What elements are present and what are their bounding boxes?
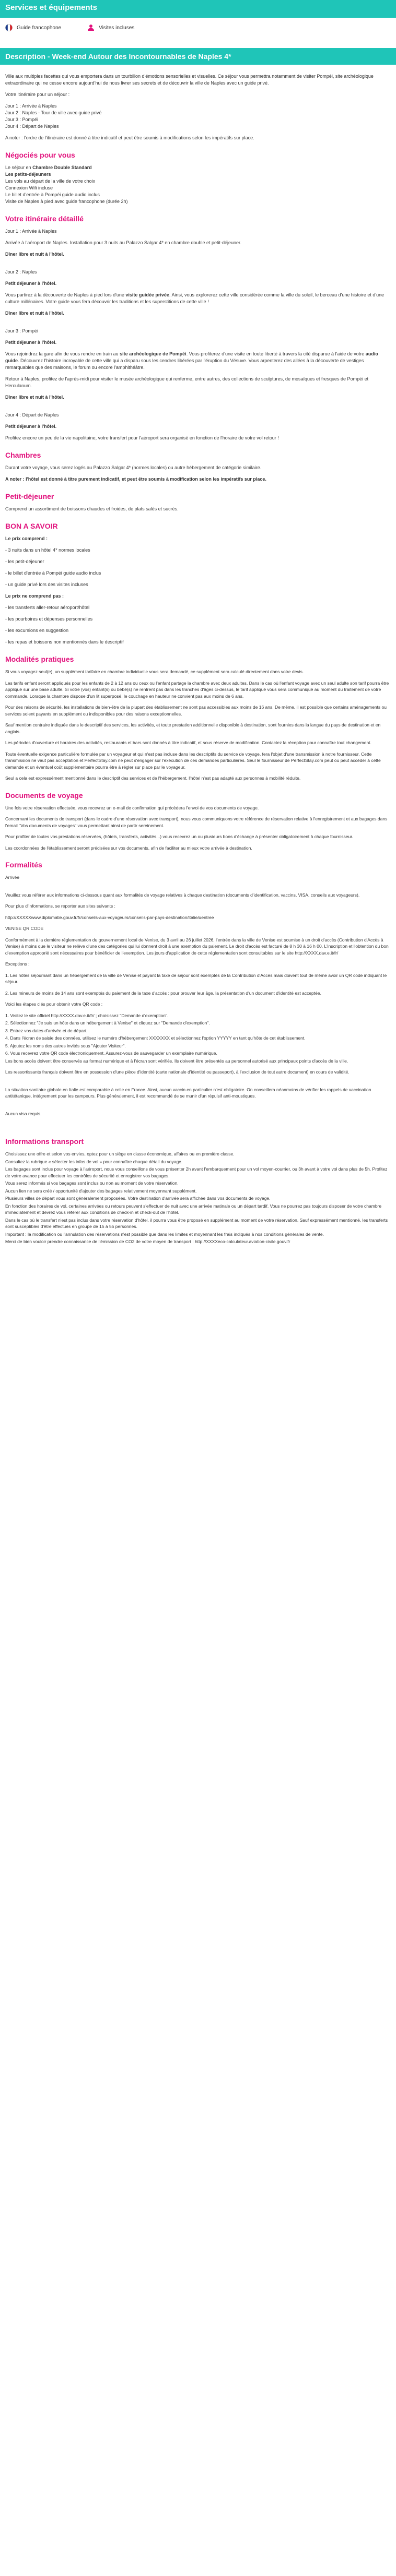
- excluded-item: - les excursions en suggestion: [5, 628, 69, 633]
- formalites-paragraph: Les ressortissants français doivent être en possession d'une pièce d'identité (carte nationale d'identité ou passeport), à l'exclusion de tout autre document) en cours de validité.: [5, 1069, 350, 1075]
- formalites-paragraph: Exceptions :: [5, 961, 30, 967]
- day4-title: Jour 4 : Départ de Naples: [5, 412, 59, 418]
- day2-title: Jour 2 : Naples: [5, 269, 37, 275]
- program-item: Jour 2 : Naples - Tour de ville avec guide privé: [5, 110, 102, 115]
- day1-title: Jour 1 : Arrivée à Naples: [5, 229, 57, 234]
- section-title-itinerary: Votre itinéraire détaillé: [5, 214, 84, 223]
- day2-breakfast: Petit déjeuner à l'hôtel.: [5, 281, 57, 286]
- modalites-paragraph: Les périodes d'ouverture et horaires des activités, restaurants et bars sont donnés à titre indicatif, et sous réserve de modification. Contactez la réception pour connaître tout changement.: [5, 740, 371, 745]
- formalites-step: Les bons accès doivent être conservés au format numérique et à l'écran sont vérifiés. Ils doivent être présentés au personnel autorisé aux principaux points d'accès de la ville.: [5, 1058, 348, 1064]
- excluded-title: Le prix ne comprend pas :: [5, 593, 64, 599]
- day2-text-b: visite guidée privée: [125, 292, 169, 297]
- formalites-paragraph: VENISE QR CODE: [5, 926, 44, 931]
- day2-dinner: Dîner libre et nuit à l'hôtel.: [5, 311, 64, 316]
- transport-paragraph: Consultez la rubrique « sélecter les infos de vol » pour connaître chaque détail du voyage.: [5, 1159, 183, 1164]
- excluded-item: - les pourboires et dépenses personnelles: [5, 616, 93, 622]
- negocies-item: Le billet d'entrée à Pompéi guide audio inclus: [5, 192, 100, 197]
- day3-text-d: audio guide: [5, 351, 378, 363]
- flag-icon: [5, 24, 13, 31]
- formalites-step: 2. Sélectionnez "Je suis un hôte dans un hébergement à Venise" et cliquez sur "Demande d'exemption".: [5, 1020, 210, 1025]
- day3-text-e: . Découvrez l'histoire incroyable de cette ville qui a disparu sous les cendres libérées par l'éruption du Vésuve. Vous arpenterez des allées à la découverte de vestiges remarquables que des maisons, le forum ou encore l'amphithéâtre.: [5, 358, 364, 370]
- formalites-step: 4. Dans l'écran de saisie des données, utilisez le numéro d'hébergement XXXXXXX et sélectionnez l'option YYYYY en tant qu'hôte de cet établissement.: [5, 1035, 306, 1041]
- program-item: Jour 3 : Pompéi: [5, 117, 39, 122]
- documents-paragraph: Pour profiter de toutes vos prestations réservées, (hôtels, transferts, activités...) vous recevrez un ou plusieurs bons d'échange à présenter obligatoirement à chaque fournisseur.: [5, 834, 353, 839]
- negocies-item: Visite de Naples à pied avec guide francophone (durée 2h): [5, 199, 128, 204]
- section-title-breakfast: Petit-déjeuner: [5, 492, 54, 500]
- transport-link[interactable]: Merci de bien vouloir prendre connaissance de l'émission de CO2 de votre moyen de transport : http://XXXXeco-calculateur.aviation-civile.gouv.fr: [5, 1239, 290, 1244]
- day3-text-b: site archéologique de Pompéi: [120, 351, 187, 356]
- formalites-paragraph: Conformément à la dernière réglementation du gouvernement local de Venise, du 3 avril au 26 juillet 2026, l'entrée dans la ville de Venise est soumise à un droit d'accès (Contribution d'Accès à Venise) à moins que le visiteur ne relève d'une des catégories qui lui donnent droit à une exemption du paiement. Le droit d'accès est facturé de 8 h 30 à 16 h 00. L'inscription et l'obtention du bon d'exemption approprié sont nécessaires pour bénéficier de l'exemption. Les jours d'application de cette réglementation sont consultables sur le site http://XXXX.dav.e.it/fr/: [5, 937, 389, 956]
- day3-dinner: Dîner libre et nuit à l'hôtel.: [5, 395, 64, 400]
- program-intro: Votre itinéraire pour un séjour :: [5, 92, 70, 97]
- day2-text-a: Vous partirez à la découverte de Naples à pied lors d'une: [5, 292, 124, 297]
- day3-return: Retour à Naples, profitez de l'après-midi pour visiter le musée archéologique qui renferme, entre autres, des collections de sculptures, de mosaïques et fresques de Pompéi et Herculanum.: [5, 376, 369, 388]
- day2-text: [5, 292, 391, 305]
- modalites-paragraph: Si vous voyagez seul(e), un supplément tarifaire en chambre individuelle vous sera demandé, ce supplément sera calculé directement dans votre devis.: [5, 669, 304, 674]
- transport-paragraph: Les bagages sont inclus pour voyage à l'aéroport, nous vous conseillons de vous présenter 2h avant l'embarquement pour un vol moyen-courrier, ou 3h avant à votre vol dans plus de 5h. Profitez de votre avance pour effectuer les contrôles de sécurité et enregistrer vos bagages.: [5, 1166, 388, 1178]
- service-item: [87, 24, 134, 31]
- transport-paragraph: En fonction des horaires de vol, certaines arrivées ou retours peuvent s'effectuer de nuit avec une arrivée matinale ou un départ tardif. Vous ne pourrez pas toujours disposer de votre chambre immédiatement et devrez vous référer aux conditions de check-in et check-out de l'hôtel.: [5, 1203, 382, 1215]
- transport-paragraph: Dans le cas où le transfert n'est pas inclus dans votre réservation d'hôtel, il pourra vous être proposé en supplément au moment de votre réservation. Sauf expressément mentionné, les transferts sont susceptibles d'être effectués en groupe de 15 à 55 personnes.: [5, 1217, 388, 1229]
- section-title-modalites: Modalités pratiques: [5, 655, 74, 663]
- day3-title: Jour 3 : Pompéi: [5, 328, 39, 333]
- day2-text-c: . Ainsi, vous explorerez cette ville considérée comme la ville du soleil, le berceau d'une histoire et d'une culture millénaires. Votre guide vous fera découvrir les traditions et les superstitions de cette ville !: [5, 292, 385, 304]
- modalites-paragraph: Pour des raisons de sécurité, les installations de bien-être de la plupart des établissement ne sont pas accessibles aux moins de 16 ans. De même, il est possible que certains aménagements ou services soient payants en supplément ou indisponibles pour des raisons exceptionnelles.: [5, 705, 387, 717]
- negocies-item: Les vols au départ de la ville de votre choix: [5, 178, 96, 184]
- day1-text: Arrivée à l'aéroport de Naples. Installation pour 3 nuits au Palazzo Salgar 4* en chambre double et petit-déjeuner.: [5, 240, 241, 245]
- section-title-negocies: Négociés pour vous: [5, 151, 75, 159]
- formalites-paragraph: Aucun visa requis.: [5, 1111, 42, 1116]
- formalites-paragraph: 1. Visitez le site officiel http://XXXX.dav.e.it/fr/ ; choisissez "Demande d'exemption".: [5, 1012, 169, 1018]
- excluded-item: - les repas et boissons non mentionnés dans le descriptif: [5, 639, 124, 645]
- services-title: Services et équipements: [5, 3, 97, 12]
- day3-breakfast: Petit déjeuner à l'hôtel.: [5, 340, 57, 345]
- negocies-item: Connexion Wifi incluse: [5, 185, 53, 190]
- included-item: - le billet d'entrée à Pompéi guide audio inclus: [5, 570, 101, 576]
- included-item: - un guide privé lors des visites incluses: [5, 582, 88, 587]
- modalites-paragraph: Sauf mention contraire indiquée dans le descriptif des services, les activités, et toute prestation additionnelle disponible à destination, sont fournies dans la langue du pays de destination et en anglais.: [5, 722, 381, 734]
- section-title-formalites: Formalités: [5, 861, 42, 869]
- included-item: - 3 nuits dans un hôtel 4* normes locales: [5, 547, 90, 553]
- negocies-breakfast: Les petits-déjeuners: [5, 172, 51, 177]
- transport-paragraph: Vous serez informés si vos bagages sont inclus ou non au moment de votre réservation.: [5, 1180, 179, 1186]
- breakfast-text: Comprend un assortiment de boissons chaudes et froides, de plats salés et sucrés.: [5, 506, 179, 511]
- formalites-step: 3. Entrez vos dates d'arrivée et de départ.: [5, 1028, 88, 1033]
- formalites-step: 5. Ajoutez les noms des autres invités sous "Ajouter Visiteur".: [5, 1043, 126, 1048]
- day1-dinner: Dîner libre et nuit à l'hôtel.: [5, 252, 64, 257]
- formalites-step: 6. Vous recevrez votre QR code électroniquement. Assurez-vous de sauvegarder un exemplaire numérique.: [5, 1051, 217, 1056]
- modalites-paragraph: Seul a cela est expressément mentionné dans le descriptif des services et de l'hébergement, l'hôtel n'est pas adapté aux personnes à mobilité réduite.: [5, 776, 301, 781]
- day3-text-a: Vous rejoindrez la gare afin de vous rendre en train au: [5, 351, 119, 356]
- modalites-paragraph: Toute éventuelle exigence particulière formulée par un voyageur et qui n'est pas incluse dans les descriptifs du service de voyage, fera l'objet d'une transmission à notre fournisseur. Cette transmission ne vaut pas acceptation et PerfectStay.com ne peut s'engager sur l'exécution de ces demandes particulières. Seul le fournisseur de PerfectStay.com peut ou peut accéder à cette demande et un éventuel coût supplémentaire pourra être à régler sur place par le voyageur.: [5, 751, 381, 770]
- service-label: Visites incluses: [99, 25, 135, 31]
- services-bar: [0, 0, 396, 18]
- day3-text: [5, 351, 391, 371]
- formalites-link[interactable]: http://XXXXXwww.diplomatie.gouv.fr/fr/conseils-aux-voyageurs/conseils-par-pays-destination/italie/#entree: [5, 914, 214, 920]
- included-title: Le prix comprend :: [5, 536, 48, 541]
- formalites-arrival: Arrivée: [5, 875, 19, 880]
- section-title-rooms: Chambres: [5, 451, 41, 459]
- negocies-list: [5, 164, 391, 205]
- formalites-paragraph: 2. Les mineurs de moins de 14 ans sont exemptés du paiement de la taxe d'accès : pour prouver leur âge, la présentation d'un document d'identité est acceptée.: [5, 990, 321, 996]
- program-item: Jour 4 : Départ de Naples: [5, 124, 59, 129]
- negocies-intro: Le séjour en: [5, 165, 31, 170]
- service-label: Guide francophone: [17, 25, 62, 31]
- user-icon: [87, 24, 95, 31]
- day4-text: Profitez encore un peu de la vie napolitaine, votre transfert pour l'aéroport sera organisé en fonction de l'horaire de votre vol retour !: [5, 435, 279, 440]
- formalites-paragraph: La situation sanitaire globale en Italie est comparable à celle en France. Ainsi, aucun vaccin en particulier n'est obligatoire. On conseillera néanmoins de vérifier les rappels de vaccination antitétanique, intégrement pour les campeurs. Plus généralement, il est recommandé de se munir d'un répulsif anti-moustiques.: [5, 1087, 371, 1099]
- excluded-item: - les transferts aller-retour aéroport/hôtel: [5, 605, 90, 610]
- documents-paragraph: Concernant les documents de transport (dans le cadre d'une réservation avec transport), nous vous communiquons votre référence de réservation relative à l'enregistrement et aux bagages dans l'email "Vos documents de voyages" vous permettant ainsi de partir sereinement.: [5, 816, 388, 828]
- formalites-paragraph: Voici les étapes clés pour obtenir votre QR code :: [5, 1001, 103, 1007]
- transport-paragraph: Important : la modification ou l'annulation des réservations n'est possible que dans les limites et moyennant les frais indiqués à nos conditions générales de vente.: [5, 1231, 324, 1237]
- included-item: - les petit-déjeuner: [5, 559, 44, 564]
- transport-paragraph: Aucun lien ne sera créé / opportunité d'ajouter des bagages relativement moyennant supplément.: [5, 1188, 197, 1194]
- rooms-notice: A noter : l'hôtel est donné à titre purement indicatif, et peut être soumis à modification selon les impératifs sur place.: [5, 476, 266, 482]
- service-item: [5, 24, 61, 31]
- documents-paragraph: Les coordonnées de l'établissement seront précisées sur vos documents, afin de faciliter au mieux votre arrivée à destination.: [5, 845, 252, 851]
- section-title-transport: Informations transport: [5, 1137, 84, 1146]
- rooms-text: Durant votre voyage, vous serez logés au Palazzo Salgar 4* (normes locales) ou autre hébergement de catégorie similaire.: [5, 465, 262, 470]
- main-content: [0, 65, 396, 1245]
- intro-text: Ville aux multiples facettes qui vous emportera dans un tourbillon d'émotions sensorielles et visuelles. Ce séjour vous permettra notamment de visiter Pompéi, site archéologique extraordinaire qui ne cesse encore aujourd'hui de nous livrer ses secrets et de découvrir la ville de Naples avec un guide privé.: [5, 74, 374, 86]
- description-bar: [0, 48, 396, 65]
- documents-paragraph: Une fois votre réservation effectuée, vous recevrez un e-mail de confirmation qui précèdera l'envoi de vos documents de voyage.: [5, 805, 259, 810]
- modalites-paragraph: Les tarifs enfant seront appliqués pour les enfants de 2 à 12 ans ou ceux ou l'enfant partage la chambre avec deux adultes. Dans le cas où l'enfant voyage avec un seul adulte son tarif pourra être appliqué sur une base adulte. Si votre (vos) enfant(s) ou bébé(s) ne rentrent pas dans les tranches d'âges ci-dessus, le tarif appliqué vous sera communiqué au moment du traitement de votre commande. Lorsque la chambre dispose d'un lit superposé, le couchage en hauteur ne convient pas aux moins de 6 ans.: [5, 680, 389, 699]
- transport-paragraph: Choisissez une offre et selon vos envies, optez pour un siège en classe économique, affaires ou en première classe.: [5, 1151, 235, 1156]
- program-item: Jour 1 : Arrivée à Naples: [5, 103, 57, 109]
- day3-text-c: . Vous profiterez d'une visite en toute liberté à travers la cité disparue à l'aide de votre: [186, 351, 365, 356]
- formalites-paragraph: Pour plus d'informations, se reporter aux sites suivants :: [5, 903, 115, 909]
- formalites-paragraph: Veuillez vous référer aux informations ci-dessous quant aux formalités de voyage relatives à chaque destination (documents d'identification, vaccins, VISA, conseils aux voyageurs).: [5, 892, 360, 898]
- program-list: [5, 103, 391, 130]
- section-title-bon-a-savoir: BON A SAVOIR: [5, 522, 58, 530]
- formalites-paragraph: 1. Les hôtes séjournant dans un hébergement de la ville de Venise et payant la taxe de séjour sont exemptés de la Contribution d'Accès mais doivent tout de même avoir un QR code indiquant le séjour.: [5, 972, 387, 984]
- description-title: Description - Week-end Autour des Incontournables de Naples 4*: [5, 52, 231, 61]
- transport-paragraph: Plusieurs villes de départ vous sont généralement proposées. Votre destination d'arrivée sera affichée dans vos documents de voyage.: [5, 1196, 271, 1201]
- section-title-documents: Documents de voyage: [5, 791, 83, 800]
- negocies-room: Chambre Double Standard: [32, 165, 92, 170]
- services-list: [0, 18, 396, 38]
- program-notice: A noter : l'ordre de l'itinéraire est donné à titre indicatif et peut être soumis à modifications selon les impératifs sur place.: [5, 135, 254, 140]
- day4-breakfast: Petit déjeuner à l'hôtel.: [5, 424, 57, 429]
